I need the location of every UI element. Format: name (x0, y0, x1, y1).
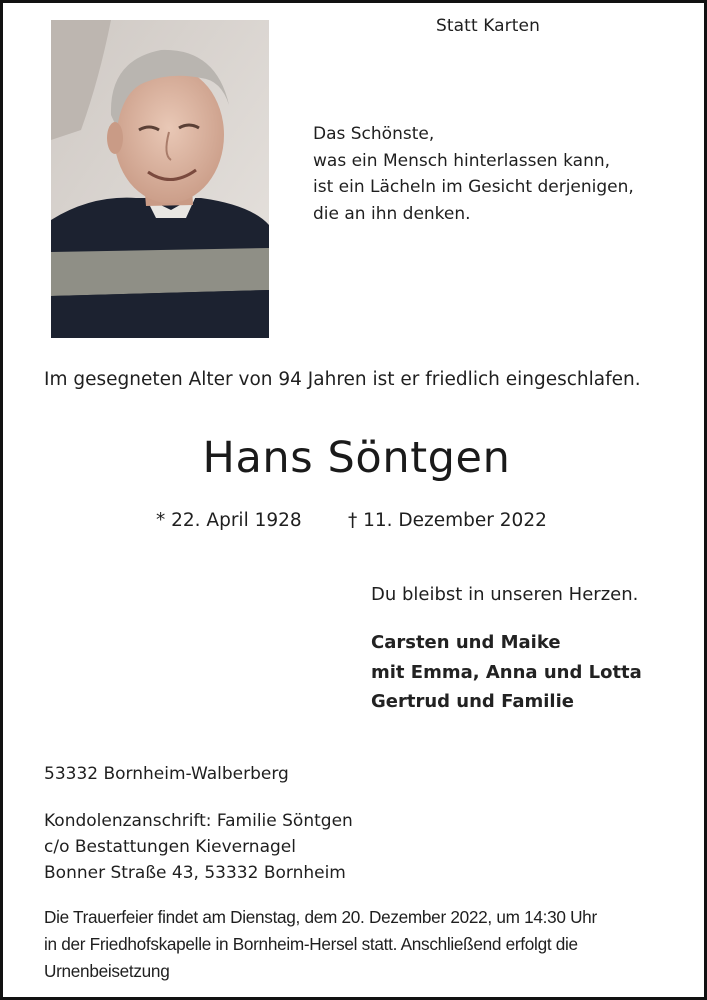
death-date: † 11. Dezember 2022 (348, 510, 547, 531)
quote-line: ist ein Lächeln im Gesicht derjenigen, (313, 177, 634, 198)
portrait-photo (51, 20, 269, 338)
address-line: c/o Bestattungen Kievernagel (44, 837, 296, 857)
birth-date: * 22. April 1928 (156, 510, 302, 531)
location-text: 53332 Bornheim-Walberberg (44, 764, 289, 784)
ceremony-line: Die Trauerfeier findet am Dienstag, dem 20. Dezember 2022, um 14:30 Uhr (44, 907, 597, 927)
mourners-list (371, 628, 642, 717)
farewell-text: Du bleibst in unseren Herzen. (371, 584, 639, 605)
address-line: Kondolenzanschrift: Familie Söntgen (44, 811, 353, 831)
quote-line: was ein Mensch hinterlassen kann, (313, 150, 611, 171)
quote-line: Das Schönste, (313, 124, 435, 144)
announcement-text: Im gesegneten Alter von 94 Jahren ist er friedlich eingeschlafen. (44, 369, 641, 390)
quote-line: die an ihn denken. (313, 203, 471, 224)
condolence-address (44, 808, 353, 886)
address-line: Bonner Straße 43, 53332 Bornheim (44, 863, 346, 883)
mourner-line: mit Emma, Anna und Lotta (371, 661, 642, 683)
ceremony-line: Urnenbeisetzung (44, 961, 170, 981)
mourner-line: Gertrud und Familie (371, 691, 574, 712)
ceremony-line: in der Friedhofskapelle in Bornheim-Hersel statt. Anschließend erfolgt die (44, 934, 578, 954)
mourner-line: Carsten und Maike (371, 632, 561, 653)
ceremony-info (44, 904, 597, 985)
deceased-name: Hans Söntgen (202, 433, 511, 483)
statt-karten-label: Statt Karten (436, 16, 540, 36)
memorial-quote (313, 121, 634, 227)
